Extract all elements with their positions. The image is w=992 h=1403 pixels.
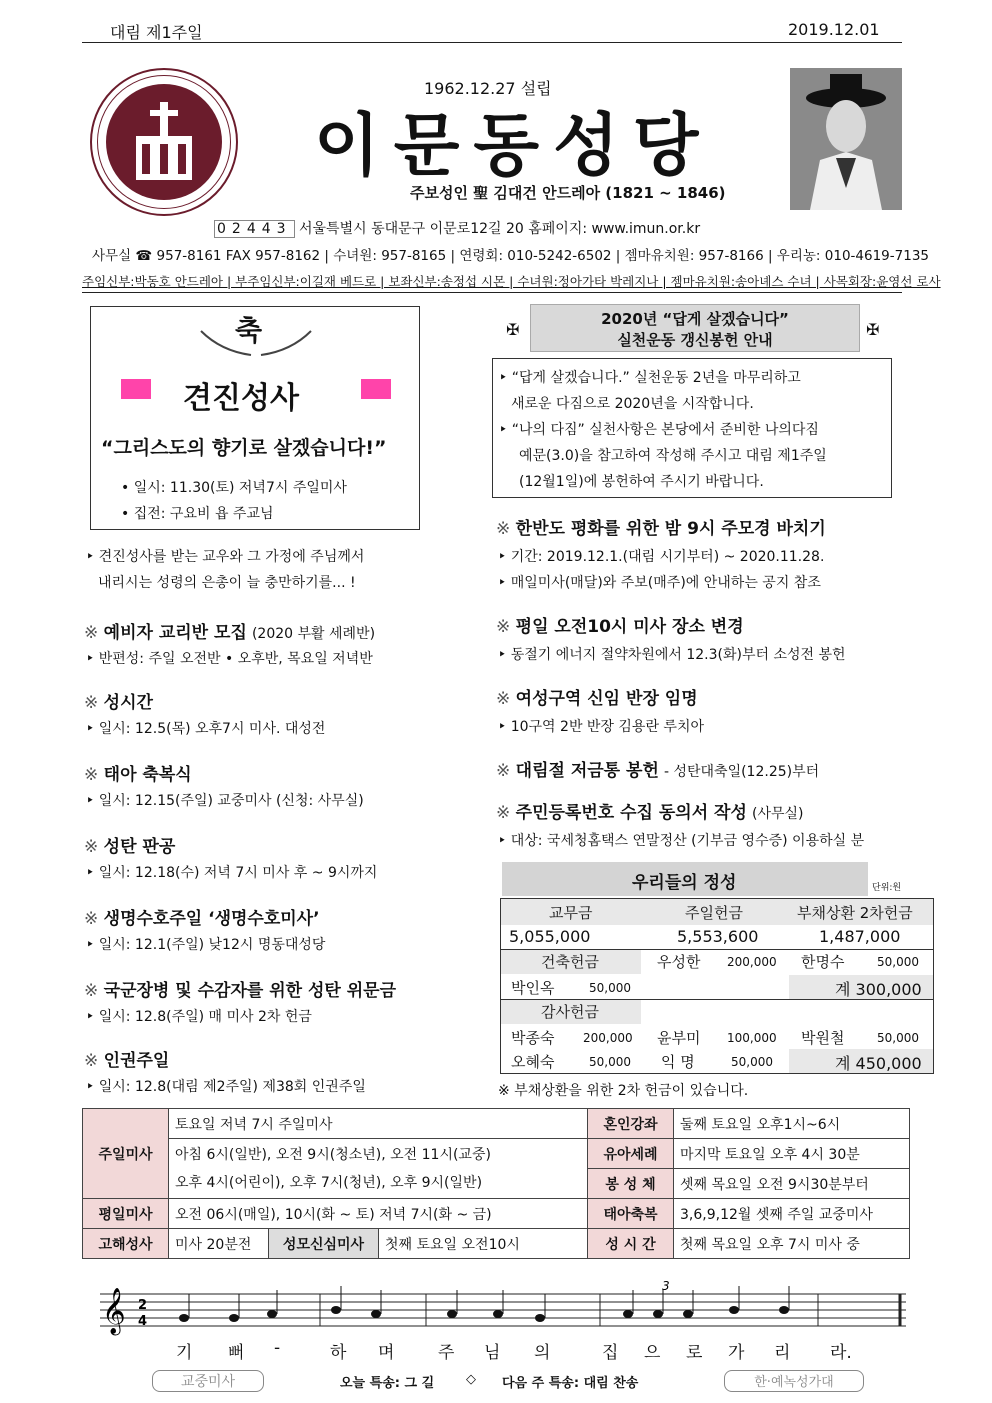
lyric-syllable: 로 <box>686 1343 703 1363</box>
lyric-syllable: 뻐 <box>228 1343 245 1363</box>
heart-value: 첫째 토요일 오전10시 <box>379 1229 588 1259</box>
right-section-heading: ※ 여성구역 신임 반장 임명 <box>496 689 698 709</box>
footer-mass: 교중미사 <box>152 1370 264 1392</box>
campaign-line: ‣ “나의 다짐” 실천사항은 본당에서 준비한 나의다짐 <box>499 422 819 438</box>
donor: 우성한 <box>657 953 701 971</box>
donor-amount: 50,000 <box>589 1055 631 1069</box>
mass-schedule <box>82 1108 910 1259</box>
confirmation-box <box>90 306 420 530</box>
thanks-label: 감사헌금 <box>541 1003 599 1021</box>
offering-value: 5,055,000 <box>509 927 591 946</box>
left-section-heading: ※ 인권주일 <box>84 1051 170 1071</box>
saint-portrait <box>790 68 902 210</box>
confession-label: 고해성사 <box>83 1229 169 1259</box>
flower-icon <box>121 379 151 399</box>
campaign-title-2: 실천운동 갱신봉헌 안내 <box>617 331 773 349</box>
schedule-label: 봉 성 체 <box>588 1169 674 1199</box>
donor-amount: 200,000 <box>583 1031 633 1045</box>
lyric-syllable: 집 <box>602 1343 619 1363</box>
lyric-syllable: 며 <box>378 1343 395 1363</box>
note <box>729 1306 739 1314</box>
sparkle-icon: ※ <box>496 761 516 781</box>
confirmation-item: • 일시: 11.30(토) 저녁7시 주일미사 <box>121 480 347 496</box>
left-section-text: ‣ 일시: 12.1(주일) 낮12시 명동대성당 <box>86 937 326 953</box>
lyric-syllable: 님 <box>484 1343 501 1363</box>
cross-icon: ✠ <box>866 320 880 339</box>
patron-saint: 주보성인 聖 김대건 안드레아 (1821 ~ 1846) <box>410 184 726 202</box>
campaign-line: ‣ “답게 살겠습니다.” 실천운동 2년을 마무리하고 <box>499 370 801 386</box>
donor: 박종숙 <box>511 1029 555 1047</box>
left-section-heading: ※ 예비자 교리반 모집 (2020 부활 세례반) <box>84 623 376 643</box>
sunday-label: 주일미사 <box>83 1109 169 1199</box>
offering-header: 주일헌금 <box>685 904 743 922</box>
note <box>493 1310 503 1318</box>
time-sig-top: 2 <box>138 1298 148 1313</box>
time-sig-bottom: 4 <box>138 1314 148 1329</box>
left-section-heading: ※ 태아 축복식 <box>84 765 192 785</box>
parish-logo <box>90 68 238 216</box>
sparkle-icon: ※ <box>496 803 516 823</box>
schedule-label: 성 시 간 <box>588 1229 674 1259</box>
sparkle-icon: ※ <box>84 837 104 857</box>
postcode: 02443 <box>214 220 295 238</box>
today-song: 오늘 특송: 그 길 <box>340 1376 435 1391</box>
address <box>214 218 700 238</box>
campaign-line: 예문(3.0)을 참고하여 작성해 주시고 대림 제1주일 <box>519 448 827 464</box>
confirmation-title: 견진성사 <box>183 381 299 416</box>
left-section-text: ‣ 일시: 12.18(수) 저녁 7시 미사 후 ~ 9시까지 <box>86 865 378 881</box>
confession-value: 미사 20분전 <box>169 1229 269 1259</box>
offering-note: ※ 부채상환을 위한 2차 헌금이 있습니다. <box>498 1083 749 1099</box>
donor: 윤부미 <box>657 1029 701 1047</box>
schedule-label: 혼인강좌 <box>588 1109 674 1139</box>
offering-banner <box>502 862 868 896</box>
address-line: 서울특별시 동대문구 이문로12길 20 홈페이지: www.imun.or.kr <box>299 221 701 237</box>
right-section-heading: ※ 주민등록번호 수집 동의서 작성 (사무실) <box>496 803 804 823</box>
donor-amount: 200,000 <box>727 955 777 969</box>
campaign-line: 새로운 다짐으로 2020년을 시작합니다. <box>511 396 754 412</box>
sparkle-icon: ※ <box>496 519 516 539</box>
donor: 한명수 <box>801 953 845 971</box>
donor-amount: 50,000 <box>877 955 919 969</box>
note <box>623 1310 633 1318</box>
note <box>371 1310 381 1318</box>
donor: 박인옥 <box>511 979 555 997</box>
note <box>683 1310 693 1318</box>
lyric-syllable: 주 <box>438 1343 455 1363</box>
left-section-text: ‣ 일시: 12.15(주일) 교중미사 (신청: 사무실) <box>86 793 364 809</box>
note <box>779 1306 789 1314</box>
confirmation-motto: “그리스도의 향기로 살겠습니다!” <box>101 437 387 459</box>
weekday-mass: 오전 06시(매일), 10시(화 ~ 토) 저녁 7시(화 ~ 금) <box>169 1199 588 1229</box>
campaign-box <box>492 358 892 498</box>
sparkle-icon: ※ <box>496 689 516 709</box>
sparkle-icon: ※ <box>84 1051 104 1071</box>
left-section-text: ‣ 반편성: 주일 오전반 • 오후반, 목요일 저녁반 <box>86 651 373 667</box>
lyric-syllable: 라. <box>830 1343 852 1363</box>
sparkle-icon: ※ <box>84 693 104 713</box>
heart-label: 성모신심미사 <box>269 1229 379 1259</box>
donor-amount: 50,000 <box>731 1055 773 1069</box>
sunday-mass: 토요일 저녁 7시 주일미사 <box>169 1109 588 1139</box>
offering-value: 5,553,600 <box>677 927 759 946</box>
confirmation-note: 내리시는 성령의 은총이 늘 충만하기를... ! <box>98 575 356 591</box>
treble-clef-icon: 𝄞 <box>102 1288 126 1334</box>
note <box>331 1306 341 1314</box>
note <box>447 1310 457 1318</box>
building-label: 건축헌금 <box>541 953 599 971</box>
header-rule <box>82 42 902 43</box>
sparkle-icon: ※ <box>84 765 104 785</box>
confirmation-note: ‣ 견진성사를 받는 교우와 그 가정에 주님께서 <box>86 549 365 565</box>
separator: ◇ <box>466 1372 476 1387</box>
right-section-text: ‣ 10구역 2반 반장 김용란 루치아 <box>498 719 705 735</box>
cross-icon: ✠ <box>506 320 520 339</box>
donor-amount: 100,000 <box>727 1031 777 1045</box>
liturgical-week: 대림 제1주일 <box>110 23 203 42</box>
schedule-value: 셋째 목요일 오전 9시30분부터 <box>674 1169 910 1199</box>
note <box>267 1310 277 1318</box>
flower-icon <box>361 379 391 399</box>
lyric-syllable: 리 <box>774 1343 791 1363</box>
donor-amount: 50,000 <box>877 1031 919 1045</box>
choir-name: 한·예녹성가대 <box>724 1370 864 1392</box>
lyric-syllable: 하 <box>330 1343 347 1363</box>
right-section-heading: ※ 한반도 평화를 위한 밤 9시 주모경 바치기 <box>496 519 826 539</box>
campaign-line: (12월1일)에 봉헌하여 주시기 바랍니다. <box>519 474 764 490</box>
note <box>179 1314 189 1322</box>
offering-title: 우리들의 정성 <box>632 873 737 893</box>
campaign-title-1: 2020년 “답게 살겠습니다” <box>601 310 789 328</box>
left-section-heading: ※ 국군장병 및 수감자를 위한 성탄 위문금 <box>84 981 396 1001</box>
offering-header: 부채상환 2차헌금 <box>797 904 913 922</box>
campaign-header <box>530 304 860 352</box>
lyric-syllable: 가 <box>728 1343 745 1363</box>
right-section-heading: ※ 대림절 저금통 봉헌 - 성탄대축일(12.25)부터 <box>496 761 820 781</box>
left-section-text: ‣ 일시: 12.8(대림 제2주일) 제38회 인권주일 <box>86 1079 366 1095</box>
donor-amount: 50,000 <box>589 981 631 995</box>
offering-unit: 단위:원 <box>872 883 902 893</box>
schedule-label: 유아세례 <box>588 1139 674 1169</box>
contact-line: 사무실 ☎ 957-8161 FAX 957-8162 | 수녀원: 957-8165 | 연령회: 010-5242-6502 | 젬마유치원: 957-8166 | 우리농: 010-4619-7135 <box>92 248 929 264</box>
note <box>653 1310 663 1318</box>
schedule-value: 3,6,9,12월 셋째 주일 교중미사 <box>674 1199 910 1229</box>
parish-title: 이문동성당 <box>314 107 713 186</box>
donor: 박원철 <box>801 1029 845 1047</box>
offering-table <box>500 898 934 1074</box>
sparkle-icon: ※ <box>84 981 104 1001</box>
donor: 익 명 <box>661 1053 695 1071</box>
next-song: 다음 주 특송: 대림 찬송 <box>502 1376 639 1391</box>
schedule-value: 둘째 토요일 오후1시~6시 <box>674 1109 910 1139</box>
lyric-syllable: - <box>274 1338 281 1358</box>
right-section-heading: ※ 평일 오전10시 미사 장소 변경 <box>496 617 744 637</box>
founded-date: 1962.12.27 설립 <box>424 79 552 98</box>
lyric-syllable: 의 <box>534 1343 551 1363</box>
left-section-text: ‣ 일시: 12.8(주일) 매 미사 2차 헌금 <box>86 1009 312 1025</box>
thanks-total: 계 450,000 <box>835 1054 922 1073</box>
lyric-syllable: 기 <box>176 1343 193 1363</box>
right-section-text: ‣ 동절기 에너지 절약차원에서 12.3(화)부터 소성전 봉헌 <box>498 647 846 663</box>
note <box>229 1314 239 1322</box>
sparkle-icon: ※ <box>84 623 104 643</box>
left-section-heading: ※ 성탄 판공 <box>84 837 176 857</box>
left-section-text: ‣ 일시: 12.5(목) 오후7시 미사. 대성전 <box>86 721 326 737</box>
staff-rule <box>82 292 902 293</box>
building-total: 계 300,000 <box>835 980 922 999</box>
lyric-syllable: 으 <box>644 1343 661 1363</box>
left-section-heading: ※ 생명수호주일 ‘생명수호미사’ <box>84 909 320 929</box>
confirmation-item: • 집전: 구요비 욥 주교님 <box>121 506 274 522</box>
right-section-text: ‣ 기간: 2019.12.1.(대림 시기부터) ~ 2020.11.28. <box>498 549 825 565</box>
sparkle-icon: ※ <box>84 909 104 929</box>
schedule-label: 태아축복 <box>588 1199 674 1229</box>
left-section-heading: ※ 성시간 <box>84 693 153 713</box>
laurel-icon <box>191 311 321 361</box>
triplet-mark: 3 <box>662 1280 670 1293</box>
right-section-text: ‣ 매일미사(매달)와 주보(매주)에 안내하는 공지 참조 <box>498 575 821 591</box>
note <box>535 1314 545 1322</box>
schedule-value: 첫째 목요일 오후 7시 미사 중 <box>674 1229 910 1259</box>
sparkle-icon: ※ <box>496 617 516 637</box>
offering-header: 교무금 <box>549 904 593 922</box>
schedule-value: 마지막 토요일 오후 4시 30분 <box>674 1139 910 1169</box>
right-section-text: ‣ 대상: 국세청홈택스 연말정산 (기부금 영수증) 이용하실 분 <box>498 833 865 849</box>
weekday-label: 평일미사 <box>83 1199 169 1229</box>
offering-value: 1,487,000 <box>819 927 901 946</box>
donor: 오혜숙 <box>511 1053 555 1071</box>
issue-date: 2019.12.01 <box>788 20 880 39</box>
staff-line: 주임신부:박동호 안드레아 | 부주임신부:이길재 베드로 | 보좌신부:송정섭 시몬 | 수녀원:정아가타 박레지나 | 젬마유치원:송아녜스 수녀 | 사목회장:윤영선 로사 <box>82 274 941 289</box>
congrats-text: 축 <box>235 314 263 347</box>
sunday-mass: 아침 6시(일반), 오전 9시(청소년), 오전 11시(교중) 오후 4시(어린이), 오후 7시(청년), 오후 9시(일반) <box>169 1139 588 1199</box>
